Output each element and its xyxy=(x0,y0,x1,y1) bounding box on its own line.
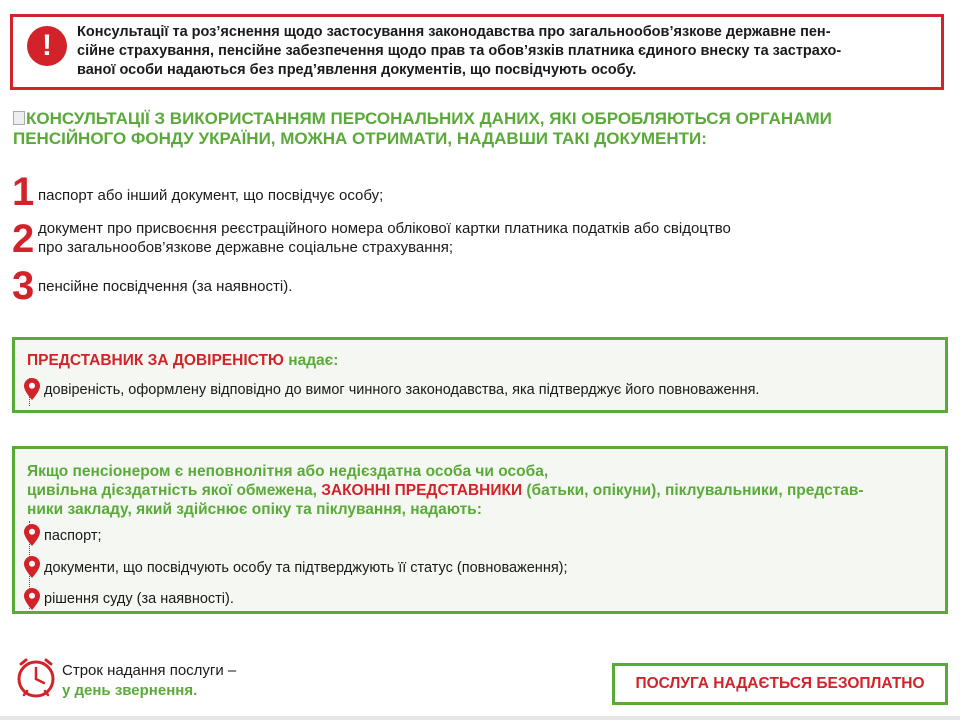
service-term xyxy=(62,661,236,701)
free-service-badge xyxy=(612,663,948,705)
bottom-divider xyxy=(0,716,960,720)
legal-item: паспорт; xyxy=(44,528,102,544)
list-item-text xyxy=(38,219,731,257)
heading-line: КОНСУЛЬТАЦІЇ З ВИКОРИСТАННЯМ ПЕРСОНАЛЬНИХ ДАНИХ, ЯКІ ОБРОБЛЯЮТЬСЯ ОРГАНАМИ xyxy=(26,109,832,128)
representative-title xyxy=(27,351,338,370)
legal-title-line: ники закладу, який здійснює опіку та піклування, надають: xyxy=(27,501,482,518)
list-item-line: про загальнообов’язкове державне соціальне страхування; xyxy=(38,239,454,256)
free-service-label: ПОСЛУГА НАДАЄТЬСЯ БЕЗОПЛАТНО xyxy=(635,675,925,692)
list-item-text: пенсійне посвідчення (за наявності). xyxy=(38,278,293,295)
representative-box xyxy=(12,337,948,413)
legal-item: рішення суду (за наявності). xyxy=(44,591,234,607)
document-icon xyxy=(13,111,25,125)
representative-title-red: ПРЕДСТАВНИК ЗА ДОВІРЕНІСТЮ xyxy=(27,352,284,369)
legal-title-line: Якщо пенсіонером є неповнолітня або недієздатна особа чи особа, xyxy=(27,463,549,480)
legal-item: документи, що посвідчують особу та підтверджують її статус (повноваження); xyxy=(44,560,568,576)
heading-line: ПЕНСІЙНОГО ФОНДУ УКРАЇНИ, МОЖНА ОТРИМАТИ, НАДАВШИ ТАКІ ДОКУМЕНТИ: xyxy=(13,129,707,148)
legal-title-part: цивільна дієздатність якої обмежена, xyxy=(27,482,322,499)
location-pin-icon xyxy=(24,378,40,400)
alert-text xyxy=(77,23,939,80)
list-item-text: паспорт або інший документ, що посвідчує особу; xyxy=(38,187,384,204)
list-number: 2 xyxy=(12,217,35,261)
clock-icon xyxy=(14,655,58,699)
list-number: 3 xyxy=(12,264,35,308)
section-heading xyxy=(13,109,893,149)
alert-line: ваної особи надаються без пред’явлення документів, що посвідчують особу. xyxy=(77,62,637,78)
legal-title xyxy=(27,462,937,519)
alert-box xyxy=(10,14,944,90)
legal-title-line xyxy=(27,481,937,500)
representative-item: довіреність, оформлену відповідно до вимог чинного законодавства, яка підтверджує його повноваження. xyxy=(44,382,760,398)
alert-line: сійне страхування, пенсійне забезпечення щодо прав та обов’язків платника єдиного внеску та застрахо- xyxy=(77,43,842,59)
legal-representatives-box xyxy=(12,446,948,614)
list-number: 1 xyxy=(12,170,35,214)
location-pin-icon xyxy=(24,556,40,578)
legal-title-part: (батьки, опікуни), піклувальники, представ- xyxy=(522,482,864,499)
exclamation-icon: ! xyxy=(27,26,67,66)
alert-line: Консультації та роз’яснення щодо застосування законодавства про загальнообов’язкове державне пен- xyxy=(77,24,831,40)
representative-title-green: надає: xyxy=(283,352,339,369)
list-item-line: документ про присвоєння реєстраційного номера облікової картки платника податків або свідоцтво xyxy=(38,220,731,237)
location-pin-icon xyxy=(24,588,40,610)
legal-representatives-label: ЗАКОННІ ПРЕДСТАВНИКИ xyxy=(321,482,523,499)
service-term-value: у день звернення. xyxy=(62,682,198,699)
location-pin-icon xyxy=(24,524,40,546)
service-term-label: Строк надання послуги – xyxy=(62,662,237,679)
